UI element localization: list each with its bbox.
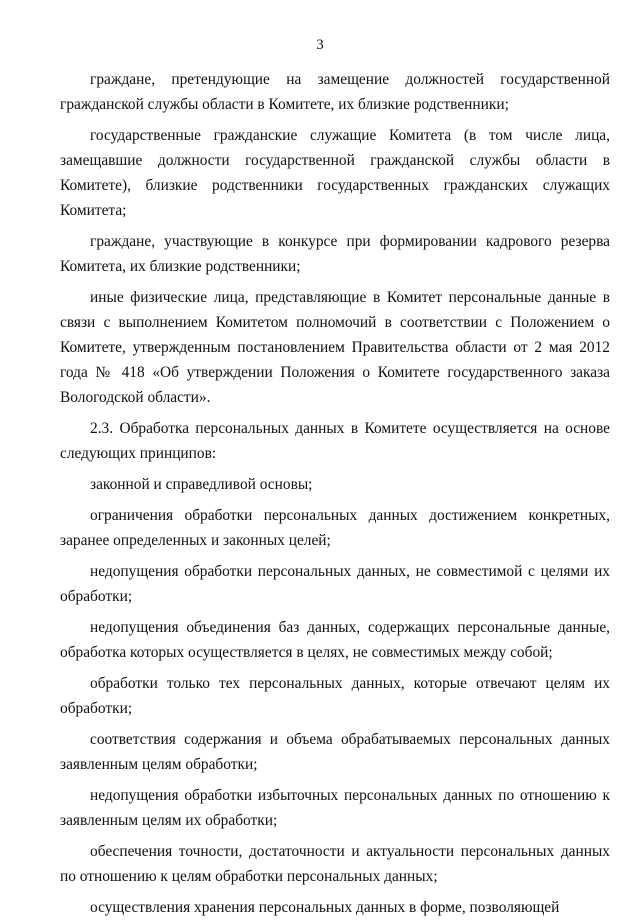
paragraph-candidates: граждане, претендующие на замещение должностей государственной гражданской службы области в Комитете, их близкие родственники; (60, 71, 610, 113)
list-item-relevant-data-only: обработки только тех персональных данных, которые отвечают целям их обработки; (60, 675, 610, 717)
paragraph-other-individuals: иные физические лица, представляющие в Комитет персональные данные в связи с выполнением Комитетом полномочий в соответствии с Положением о Комитете, утвержденным постановлением Правительства области от 2 мая 2012 года № 418 «Об утверждении Положения о Комитете государственного заказа Вологодской области». (60, 289, 610, 406)
paragraph-civil-servants: государственные гражданские служащие Комитета (в том числе лица, замещавшие должности государственной гражданской службы области в Комитете), близкие родственники государственных гражданских служащих Комитета; (60, 127, 610, 219)
list-item-limited-purpose: ограничения обработки персональных данных достижением конкретных, заранее определенных и законных целей; (60, 507, 610, 549)
list-item-storage-form: осуществления хранения персональных данных в форме, позволяющей (90, 899, 560, 916)
list-item-no-database-merge: недопущения объединения баз данных, содержащих персональные данные, обработка которых осуществляется в целях, не совместимых между собой; (60, 619, 610, 661)
page-number: 3 (316, 37, 324, 53)
list-item-content-volume-match: соответствия содержания и объема обрабатываемых персональных данных заявленным целям обработки; (60, 731, 610, 773)
list-item-no-excessive-data: недопущения обработки избыточных персональных данных по отношению к заявленным целям их обработки; (60, 787, 610, 829)
document-body (60, 67, 610, 920)
list-item-accuracy: обеспечения точности, достаточности и актуальности персональных данных по отношению к целям обработки персональных данных; (60, 843, 610, 885)
paragraph-section-2-3: 2.3. Обработка персональных данных в Комитете осуществляется на основе следующих принципов: (60, 420, 610, 462)
list-item-lawful-basis: законной и справедливой основы; (90, 476, 313, 493)
paragraph-reserve-competition: граждане, участвующие в конкурсе при формировании кадрового резерва Комитета, их близкие родственники; (60, 233, 610, 275)
list-item-compatible-purpose: недопущения обработки персональных данных, не совместимой с целями их обработки; (60, 563, 610, 605)
